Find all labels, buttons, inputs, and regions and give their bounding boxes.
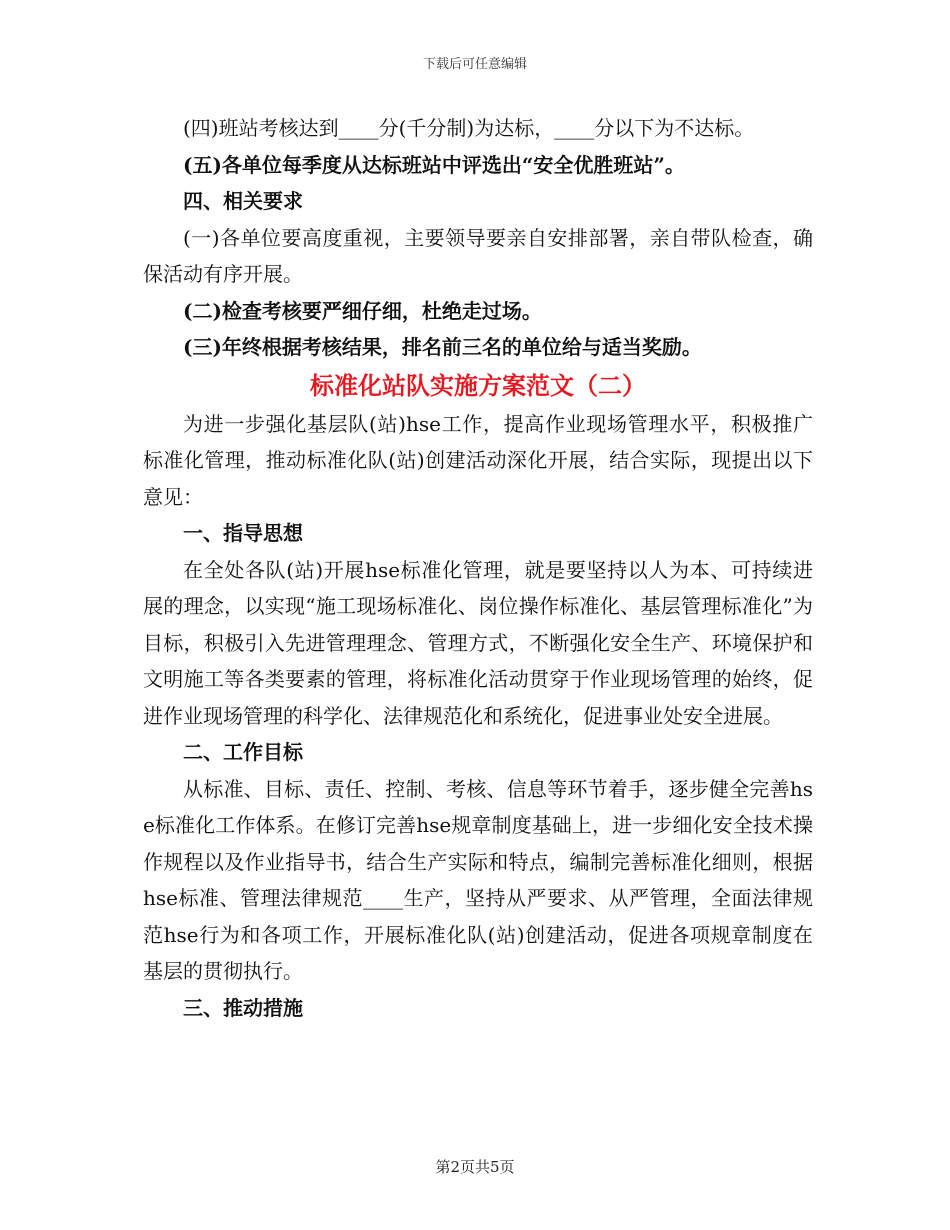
heading-guiding-ideology: 一、指导思想 xyxy=(183,521,303,545)
heading-related-requirements: 四、相关要求 xyxy=(183,189,303,213)
paragraph-attention: (一)各单位要高度重视，主要领导要亲自安排部署，亲自带队检查，确保活动有序开展。 xyxy=(143,225,813,286)
document-body xyxy=(143,110,813,1026)
paragraph-work-goals: 从标准、目标、责任、控制、考核、信息等环节着手，逐步健全完善hse标准化工作体系。在修订完善hse规章制度基础上，进一步细化安全技术操作规程以及作业指导书，结合生产实际和特点，编制完善标准化细则，根据hse标准、管理法律规范____生产，坚持从严要求、从严管理，全面法律规范hse行为和各项工作，开展标准化队(站)创建活动，促进各项规章制度在基层的贯彻执行。 xyxy=(143,776,813,983)
paragraph-pass-score: (四)班站考核达到____分(千分制)为达标，____分以下为不达标。 xyxy=(183,116,755,140)
page-header: 下载后可任意编辑 xyxy=(422,57,527,72)
heading-work-goals: 二、工作目标 xyxy=(183,740,303,764)
heading-promotion-measures: 三、推动措施 xyxy=(183,995,303,1020)
paragraph-strict-inspection: (二)检查考核要严细仔细，杜绝走过场。 xyxy=(183,298,542,323)
paragraph-year-end-reward: (三)年终根据考核结果，排名前三名的单位给与适当奖励。 xyxy=(183,335,702,359)
paragraph-quarterly-selection: (五)各单位每季度从达标班站中评选出“安全优胜班站”。 xyxy=(183,152,685,177)
paragraph-intro: 为进一步强化基层队(站)hse工作，提高作业现场管理水平，积极推广标准化管理，推动标准化队(站)创建活动深化开展，结合实际，现提出以下意见： xyxy=(143,411,813,509)
page-footer: 第2页共5页 xyxy=(435,1158,515,1176)
paragraph-guiding-ideology: 在全处各队(站)开展hse标准化管理，就是要坚持以人为本、可持续进展的理念，以实现“施工现场标准化、岗位操作标准化、基层管理标准化”为目标，积极引入先进管理理念、管理方式，不断强化安全生产、环境保护和文明施工等各类要素的管理，将标准化活动贯穿于作业现场管理的始终，促进作业现场管理的科学化、法律规范化和系统化，促进事业处安全进展。 xyxy=(143,557,813,728)
document-title: 标准化站队实施方案范文（二） xyxy=(310,370,646,400)
